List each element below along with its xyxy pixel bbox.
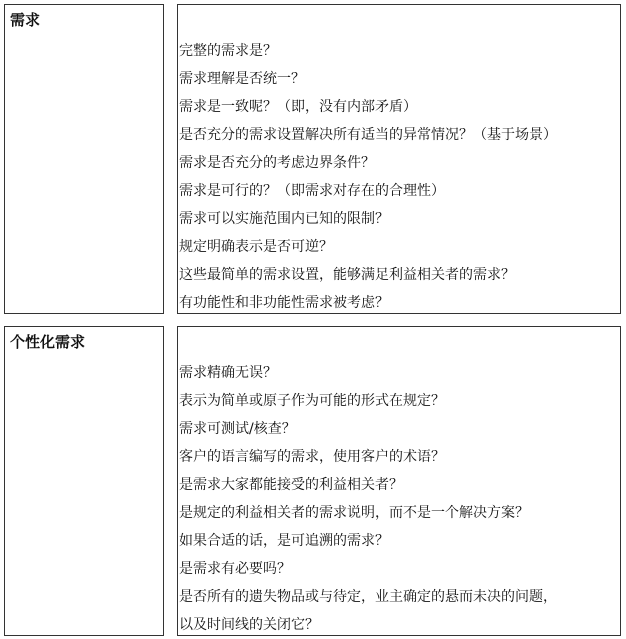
checklist-item: 以及时间线的关闭它？	[179, 617, 319, 633]
checklist-item: 是规定的利益相关者的需求说明，而不是一个解决方案？	[179, 505, 529, 521]
checklist-item: 这些最简单的需求设置，能够满足利益相关者的需求？	[179, 267, 515, 283]
checklist-item: 需求精确无误？	[179, 365, 277, 381]
checklist-item: 客户的语言编写的需求，使用客户的术语？	[179, 449, 445, 465]
checklist-item: 需求理解是否统一？	[179, 71, 305, 87]
checklist-item: 是否所有的遗失物品或与待定，业主确定的悬而未决的问题，	[179, 589, 557, 605]
requirements-content-cell	[177, 4, 621, 314]
checklist-item: 规定明确表示是否可逆？	[179, 239, 333, 255]
individual-requirements-label-cell	[4, 326, 164, 636]
checklist-item: 需求是否充分的考虑边界条件？	[179, 155, 375, 171]
checklist-item: 需求是可行的？（即需求对存在的合理性）	[179, 183, 445, 199]
checklist-item: 完整的需求是？	[179, 43, 277, 59]
checklist-item: 需求可测试/核查？	[179, 421, 296, 437]
requirements-checklist	[179, 37, 557, 317]
checklist-item: 是需求大家都能接受的利益相关者？	[179, 477, 403, 493]
checklist-item: 需求是一致呢？（即，没有内部矛盾）	[179, 99, 417, 115]
individual-requirements-label: 个性化需求	[10, 333, 86, 351]
checklist-item: 有功能性和非功能性需求被考虑？	[179, 295, 389, 311]
checklist-item: 是需求有必要吗？	[179, 561, 291, 577]
checklist-item: 如果合适的话，是可追溯的需求？	[179, 533, 389, 549]
requirements-label: 需求	[10, 11, 41, 29]
checklist-item: 是否充分的需求设置解决所有适当的异常情况？（基于场景）	[179, 127, 557, 143]
requirements-label-cell	[4, 4, 164, 314]
checklist-item: 需求可以实施范围内已知的限制？	[179, 211, 389, 227]
requirements-section	[0, 4, 626, 314]
checklist-item: 表示为简单或原子作为可能的形式在规定？	[179, 393, 445, 409]
individual-requirements-checklist	[179, 359, 557, 639]
individual-requirements-content-cell	[177, 326, 621, 636]
individual-requirements-section	[0, 326, 626, 636]
